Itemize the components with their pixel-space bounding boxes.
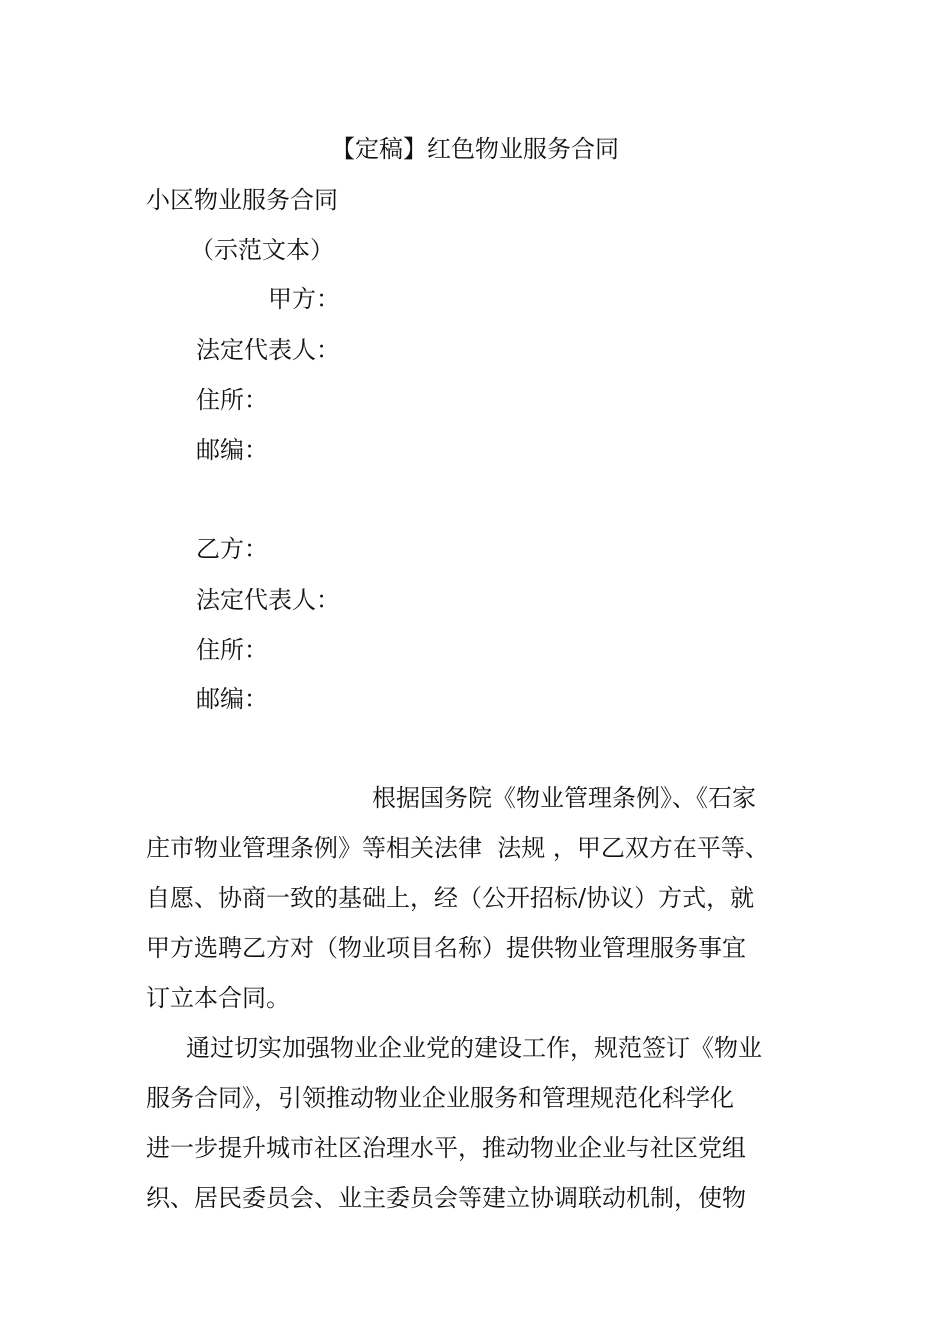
paragraph1-line: 根据国务院《物业管理条例》、《石家 xyxy=(372,784,756,812)
contract-subtitle: 小区物业服务合同 xyxy=(146,186,338,214)
paragraph1-line: 甲方选聘乙方对（物业项目名称）提供物业管理服务事宜 xyxy=(146,934,746,962)
paragraph1-line: 订立本合同。 xyxy=(146,984,290,1012)
party-b-label: 乙方： xyxy=(196,535,268,563)
party-a-postcode: 邮编： xyxy=(196,436,268,464)
party-a-legal-rep: 法定代表人： xyxy=(196,336,340,364)
party-a-label: 甲方： xyxy=(268,285,340,313)
document-title: 【定稿】红色物业服务合同 xyxy=(331,135,619,163)
paragraph2-line: 进一步提升城市社区治理水平，推动物业企业与社区党组 xyxy=(146,1134,746,1162)
party-b-postcode: 邮编： xyxy=(196,685,268,713)
paragraph2-line: 织、居民委员会、业主委员会等建立协调联动机制，使物 xyxy=(146,1184,746,1212)
party-b-address: 住所： xyxy=(196,636,268,664)
paragraph2-line: 服务合同》，引领推动物业企业服务和管理规范化科学化 xyxy=(146,1084,734,1112)
paragraph2-line: 通过切实加强物业企业党的建设工作，规范签订《物业 xyxy=(186,1034,762,1062)
model-text-label: （示范文本） xyxy=(190,236,334,264)
paragraph1-line: 庄市物业管理条例》等相关法律 法规 ，甲乙双方在平等、 xyxy=(146,834,769,862)
paragraph1-line: 自愿、协商一致的基础上，经（公开招标/协议）方式，就 xyxy=(146,884,755,912)
party-a-address: 住所： xyxy=(196,386,268,414)
party-b-legal-rep: 法定代表人： xyxy=(196,586,340,614)
